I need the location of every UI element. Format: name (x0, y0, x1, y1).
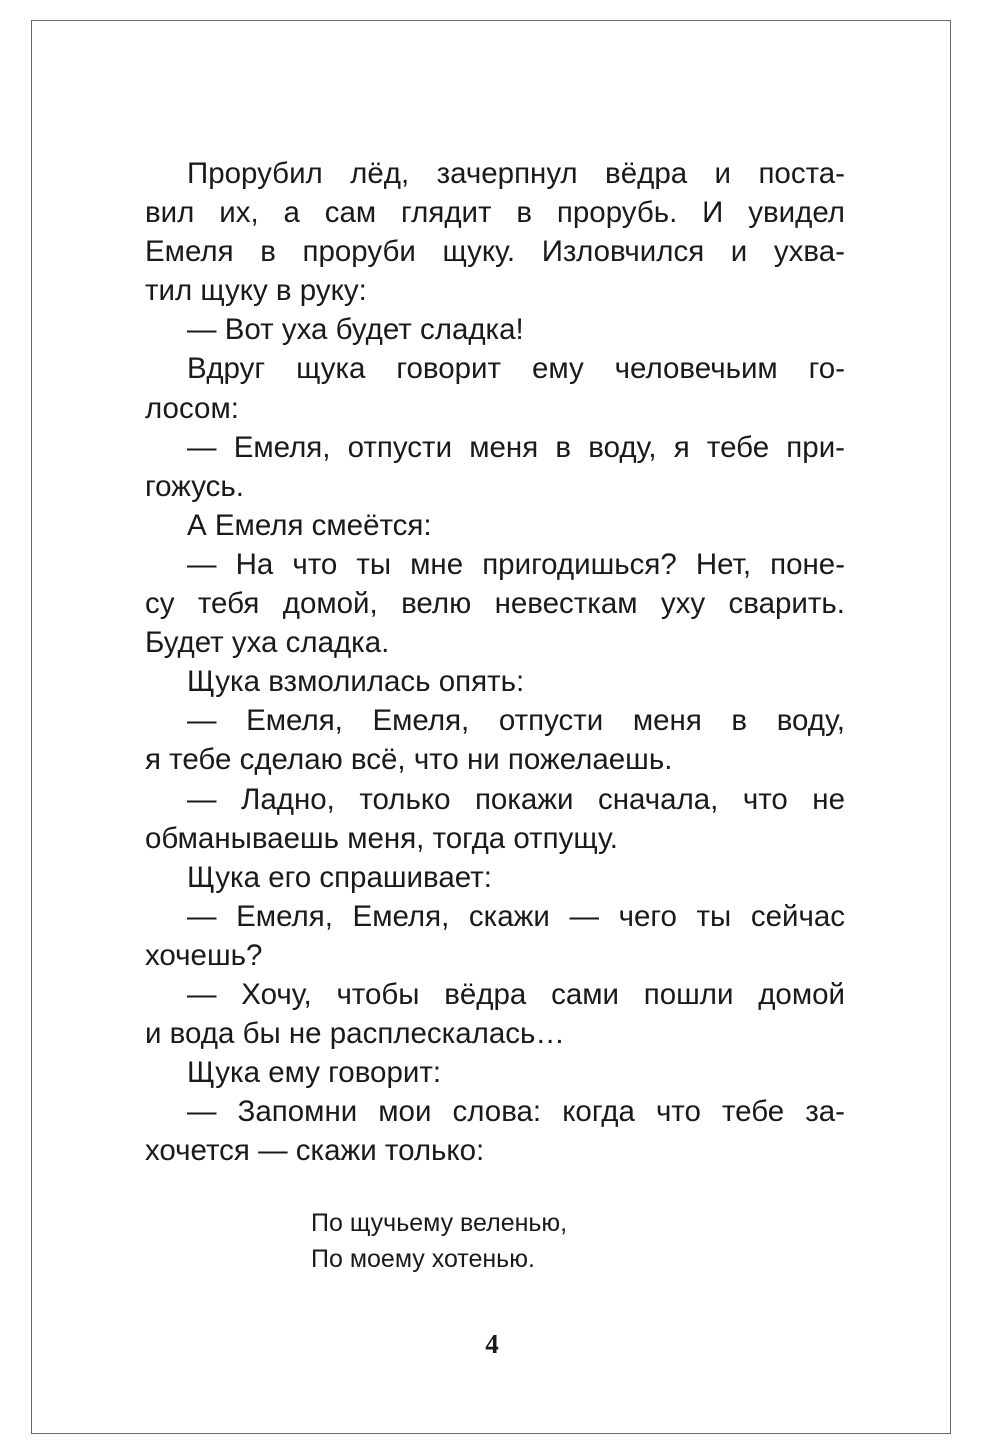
text-line: обманываешь меня, тогда отпущу. (145, 821, 618, 855)
verse-block (311, 1205, 567, 1277)
verse-line: По моему хотенью. (311, 1245, 535, 1273)
text-line: хочешь? (145, 938, 263, 972)
text-line: — Ладно, только покажи сначала, что не (187, 782, 845, 816)
text-line: — Емеля, Емеля, скажи — чего ты сейчас (187, 899, 845, 933)
text-line: — Хочу, чтобы вёдра сами пошли домой (187, 977, 845, 1011)
text-line: Щука его спрашивает: (187, 860, 492, 894)
text-line: я тебе сделаю всё, что ни пожелаешь. (145, 743, 673, 777)
text-line: — Емеля, Емеля, отпусти меня в воду, (187, 704, 845, 738)
text-line: Щука ему говорит: (187, 1056, 442, 1090)
text-line: и вода бы не расплескалась… (145, 1017, 565, 1051)
text-line: — Вот уха будет сладка! (187, 313, 524, 347)
verse-line: По щучьему веленью, (311, 1209, 568, 1237)
page-number: 4 (485, 1329, 499, 1359)
book-page (31, 20, 951, 1434)
text-line: — На что ты мне пригодишься? Нет, поне- (187, 547, 845, 581)
text-line: хочется — скажи только: (145, 1134, 485, 1168)
text-line: — Емеля, отпусти меня в воду, я тебе при- (187, 430, 845, 464)
text-line: — Запомни мои слова: когда что тебе за- (187, 1095, 845, 1129)
text-line: Емеля в проруби щуку. Изловчился и ухва- (145, 235, 845, 269)
text-line: тил щуку в руку: (145, 274, 367, 308)
story-text (145, 154, 845, 1170)
text-line: Будет уха сладка. (145, 626, 390, 660)
text-line: Щука взмолилась опять: (187, 665, 525, 699)
text-line: вил их, а сам глядит в прорубь. И увидел (145, 196, 845, 230)
text-line: гожусь. (145, 469, 244, 503)
text-line: А Емеля смеётся: (187, 508, 432, 542)
text-line: лосом: (145, 391, 239, 425)
text-line: су тебя домой, велю невесткам уху сварить. (145, 587, 845, 621)
text-line: Прорубил лёд, зачерпнул вёдра и поста- (187, 157, 845, 190)
text-line: Вдруг щука говорит ему человечьим го- (187, 352, 845, 386)
